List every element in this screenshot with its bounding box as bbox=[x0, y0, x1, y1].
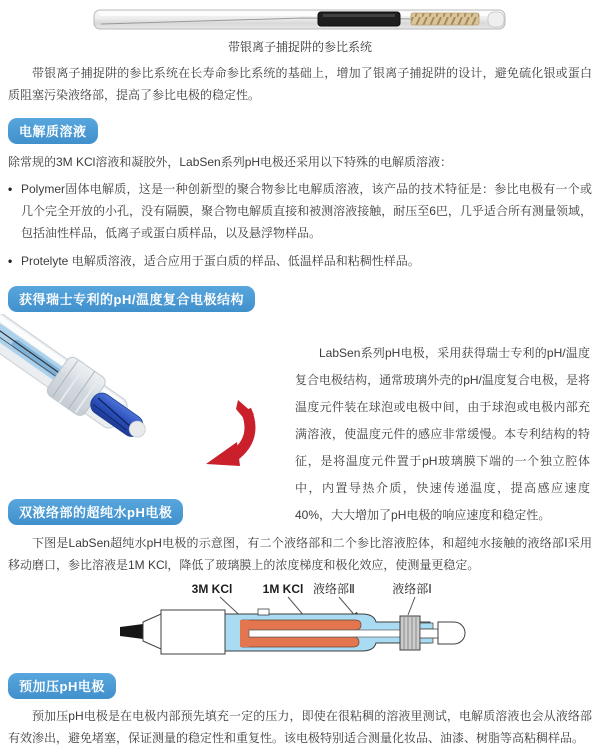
ph-temperature-electrode-photo bbox=[0, 314, 295, 496]
cable bbox=[120, 624, 143, 639]
section-title-electrolyte: 电解质溶液 bbox=[8, 118, 98, 144]
double-junction-diagram bbox=[108, 579, 508, 667]
label-3m-kcl: 3M KCl bbox=[191, 582, 233, 596]
label-junction-2: 液络部Ⅱ bbox=[313, 582, 355, 596]
section-title-swiss-patent: 获得瑞士专利的pH/温度复合电极结构 bbox=[8, 286, 255, 312]
reference-electrode-photo bbox=[93, 6, 507, 34]
electrolyte-bullet-list bbox=[0, 178, 600, 272]
reference-coil-segment bbox=[411, 13, 479, 25]
figure-caption: 带银离子捕捉阱的参比系统 bbox=[227, 40, 372, 54]
swiss-patent-body: LabSen系列pH电极，采用获得瑞士专利的pH/温度复合电极结构，通常玻璃外壳的pH/温度复合电极，是将温度元件装在球泡或电极中间，由于球泡或电极内部充满溶液，使温度元件的感应非常缓慢。本专利结构的特征，是将温度元件置于pH玻璃膜下端的一个独立腔体中，内置导热介质，快速传递温度，提高感应速度40%，大大增加了pH电极的响应速度和稳定性。 bbox=[295, 346, 590, 522]
red-arrow-icon bbox=[206, 400, 254, 466]
label-1m-kcl: 1M KCl bbox=[262, 582, 304, 596]
bullet-polymer: • Polymer固体电解质，这是一种创新型的聚合物参比电解质溶液，该产品的技术特征是：参比电极有一个或几个完全开放的小孔，没有隔膜，聚合物电解质直接和被测溶液接触，耐压至6巴，几乎适合所有测量领域，包括油性样品，低离子或蛋白质样品，以及悬浮物样品。 bbox=[8, 178, 592, 244]
electrode-diagram bbox=[108, 579, 600, 670]
electrode-body-group bbox=[0, 314, 157, 453]
cap-trapezoid bbox=[143, 614, 161, 649]
double-junction-body: 下图是LabSen超纯水pH电极的示意图，有二个液络部和二个参比溶液腔体，和超纯水接触的液络部Ⅰ采用移动磨口，参比溶液是1M KCl，降低了玻璃膜上的浓度梯度和极化效应，使测量更稳定。 bbox=[8, 536, 592, 572]
ground-joint-ring bbox=[400, 616, 420, 650]
glass-bulb bbox=[438, 622, 465, 644]
label-junction-1: 液络部Ⅰ bbox=[392, 582, 432, 596]
bullet-protelyte: • Protelyte 电解质溶液，适合应用于蛋白质的样品、低温样品和粘稠性样品。 bbox=[8, 250, 592, 272]
intro-paragraph: 带银离子捕捉阱的参比系统在长寿命参比系统的基础上，增加了银离子捕捉阱的设计，避免硫化银或蛋白质阻塞污染液络部，提高了参比电极的稳定性。 bbox=[8, 66, 592, 102]
section-title-double-junction: 双液络部的超纯水pH电极 bbox=[8, 499, 183, 525]
pressurized-body: 预加压pH电极是在电极内部预先填充一定的压力，即使在很粘稠的溶液里测试，电解质溶液也会从液络部有效渗出，避免堵塞，保证测量的稳定性和重复性。该电极特别适合测量化妆品、油漆、树脂等高粘稠样品。 bbox=[8, 709, 592, 745]
electrolyte-intro: 除常规的3M KCl溶液和凝胶外，LabSen系列pH电极还采用以下特殊的电解质溶液： bbox=[8, 155, 453, 169]
electrode-head bbox=[161, 610, 225, 654]
section-title-pressurized: 预加压pH电极 bbox=[8, 673, 116, 699]
